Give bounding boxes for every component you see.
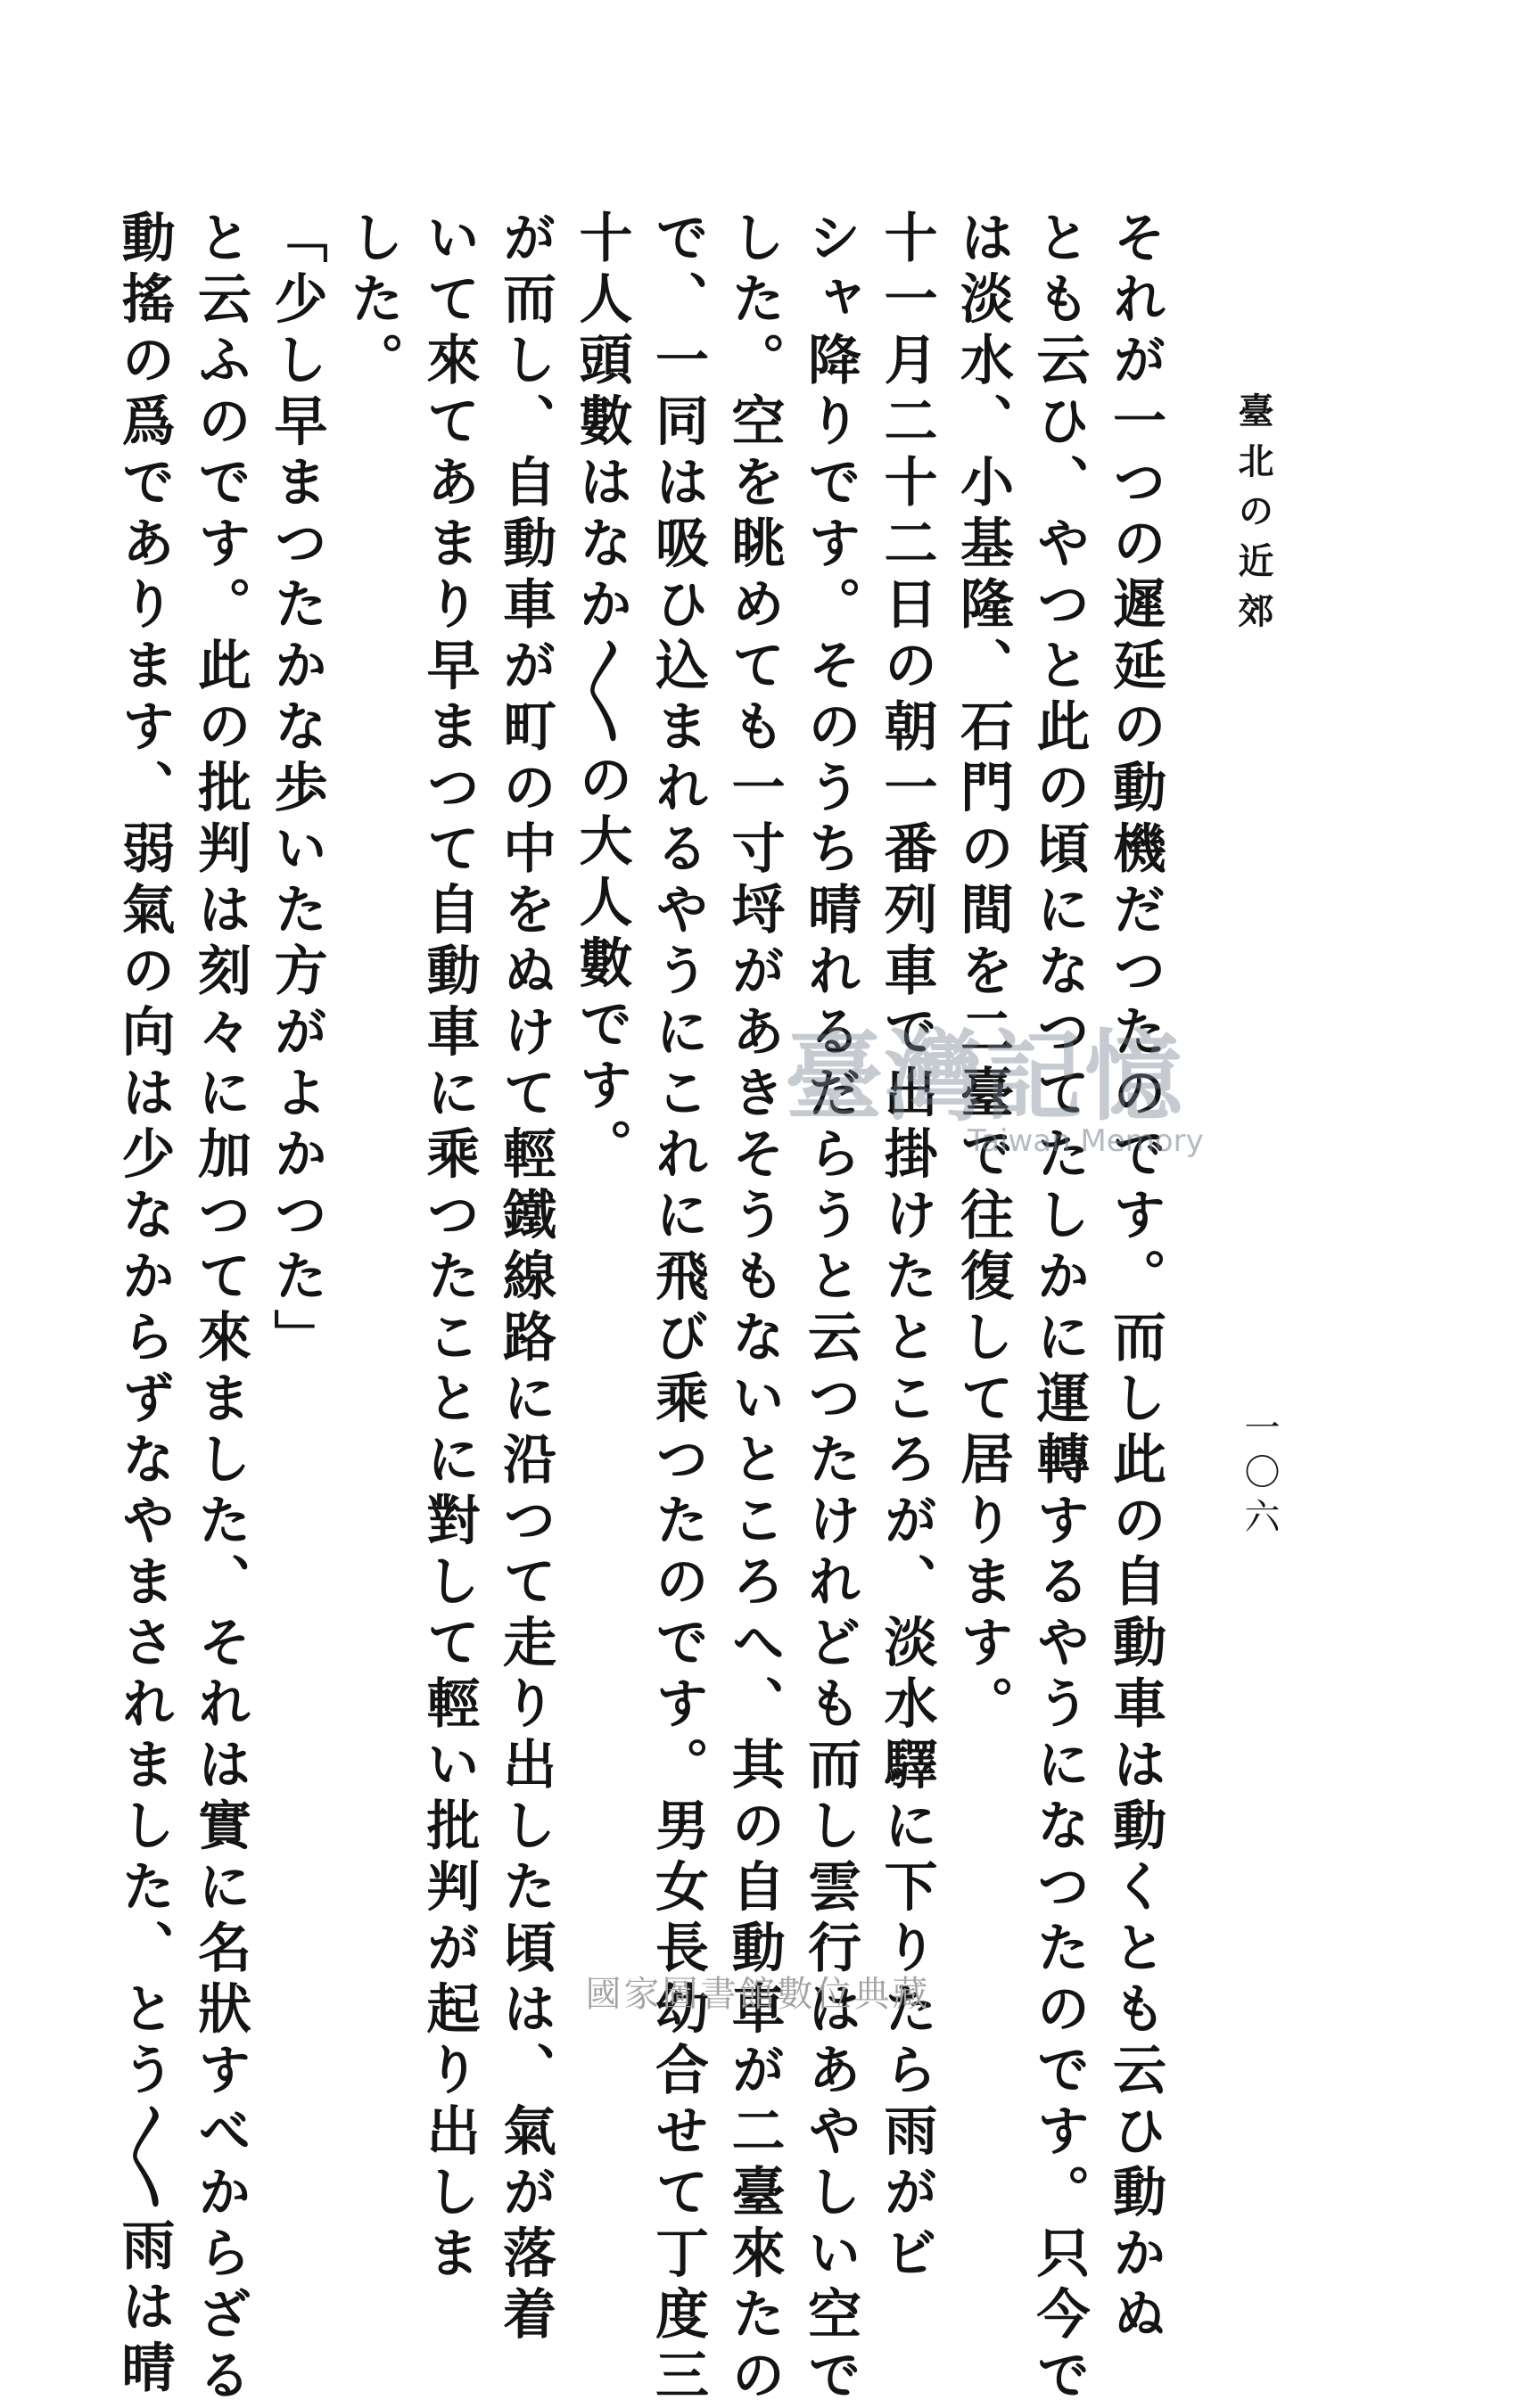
- text-column: した。: [342, 210, 404, 393]
- text-column: シャ降りです。そのうち晴れるだらうと云つたけれども而し雲行はあやしい空で: [799, 210, 861, 2408]
- text-column: 十一月二十二日の朝一番列車で出掛けたところが、淡水驛に下りたら雨がビ: [875, 210, 938, 2286]
- text-column: 「少し早まつたかな歩いた方がよかつた」: [265, 210, 328, 1370]
- running-head: 臺北の近郊: [1232, 392, 1274, 642]
- text-column: いて來てあまり早まつて自動車に乘つたことに對して輕い批判が起り出しま: [417, 210, 481, 2286]
- watermark-subtitle: Taiwan Memory: [968, 1123, 1204, 1159]
- footer-credit: 國家圖書館數位典藏: [585, 1974, 931, 2015]
- page-number: 一〇六: [1239, 1409, 1280, 1542]
- text-column: それが一つの遲延の動機だつたのです。而し此の自動車は動くとも云ひ動かぬ: [1104, 210, 1166, 2347]
- text-column: は淡水、小基隆、石門の間を二臺で往復して居ります。: [952, 210, 1014, 1737]
- text-column: が而し、自動車が町の中をぬけて輕鐵線路に沿つて走り出した頃は、氣が落着: [494, 210, 556, 2347]
- watermark-title: 臺灣記憶: [785, 1019, 1184, 1134]
- text-column: した。空を眺めても一寸埒があきそうもないところへ、其の自動車が二臺來たの: [722, 210, 786, 2408]
- text-column: とも云ひ、やつと此の頃になつてたしかに運轉するやうになつたのです。只今で: [1027, 210, 1091, 2408]
- text-column: で、一同は吸ひ込まれるやうにこれに飛び乘つたのです。男女長幼合せて丁度三: [647, 210, 709, 2408]
- text-column: 動搖の爲であります、弱氣の向は少なからずなやまされました、とう〳〵雨は晴: [112, 210, 176, 2401]
- text-column: と云ふのです。此の批判は刻々に加つて來ました、それは實に名狀すべからざる: [189, 210, 251, 2408]
- text-column: 十人頭數はなか〳〵の大人數です。: [570, 210, 633, 1179]
